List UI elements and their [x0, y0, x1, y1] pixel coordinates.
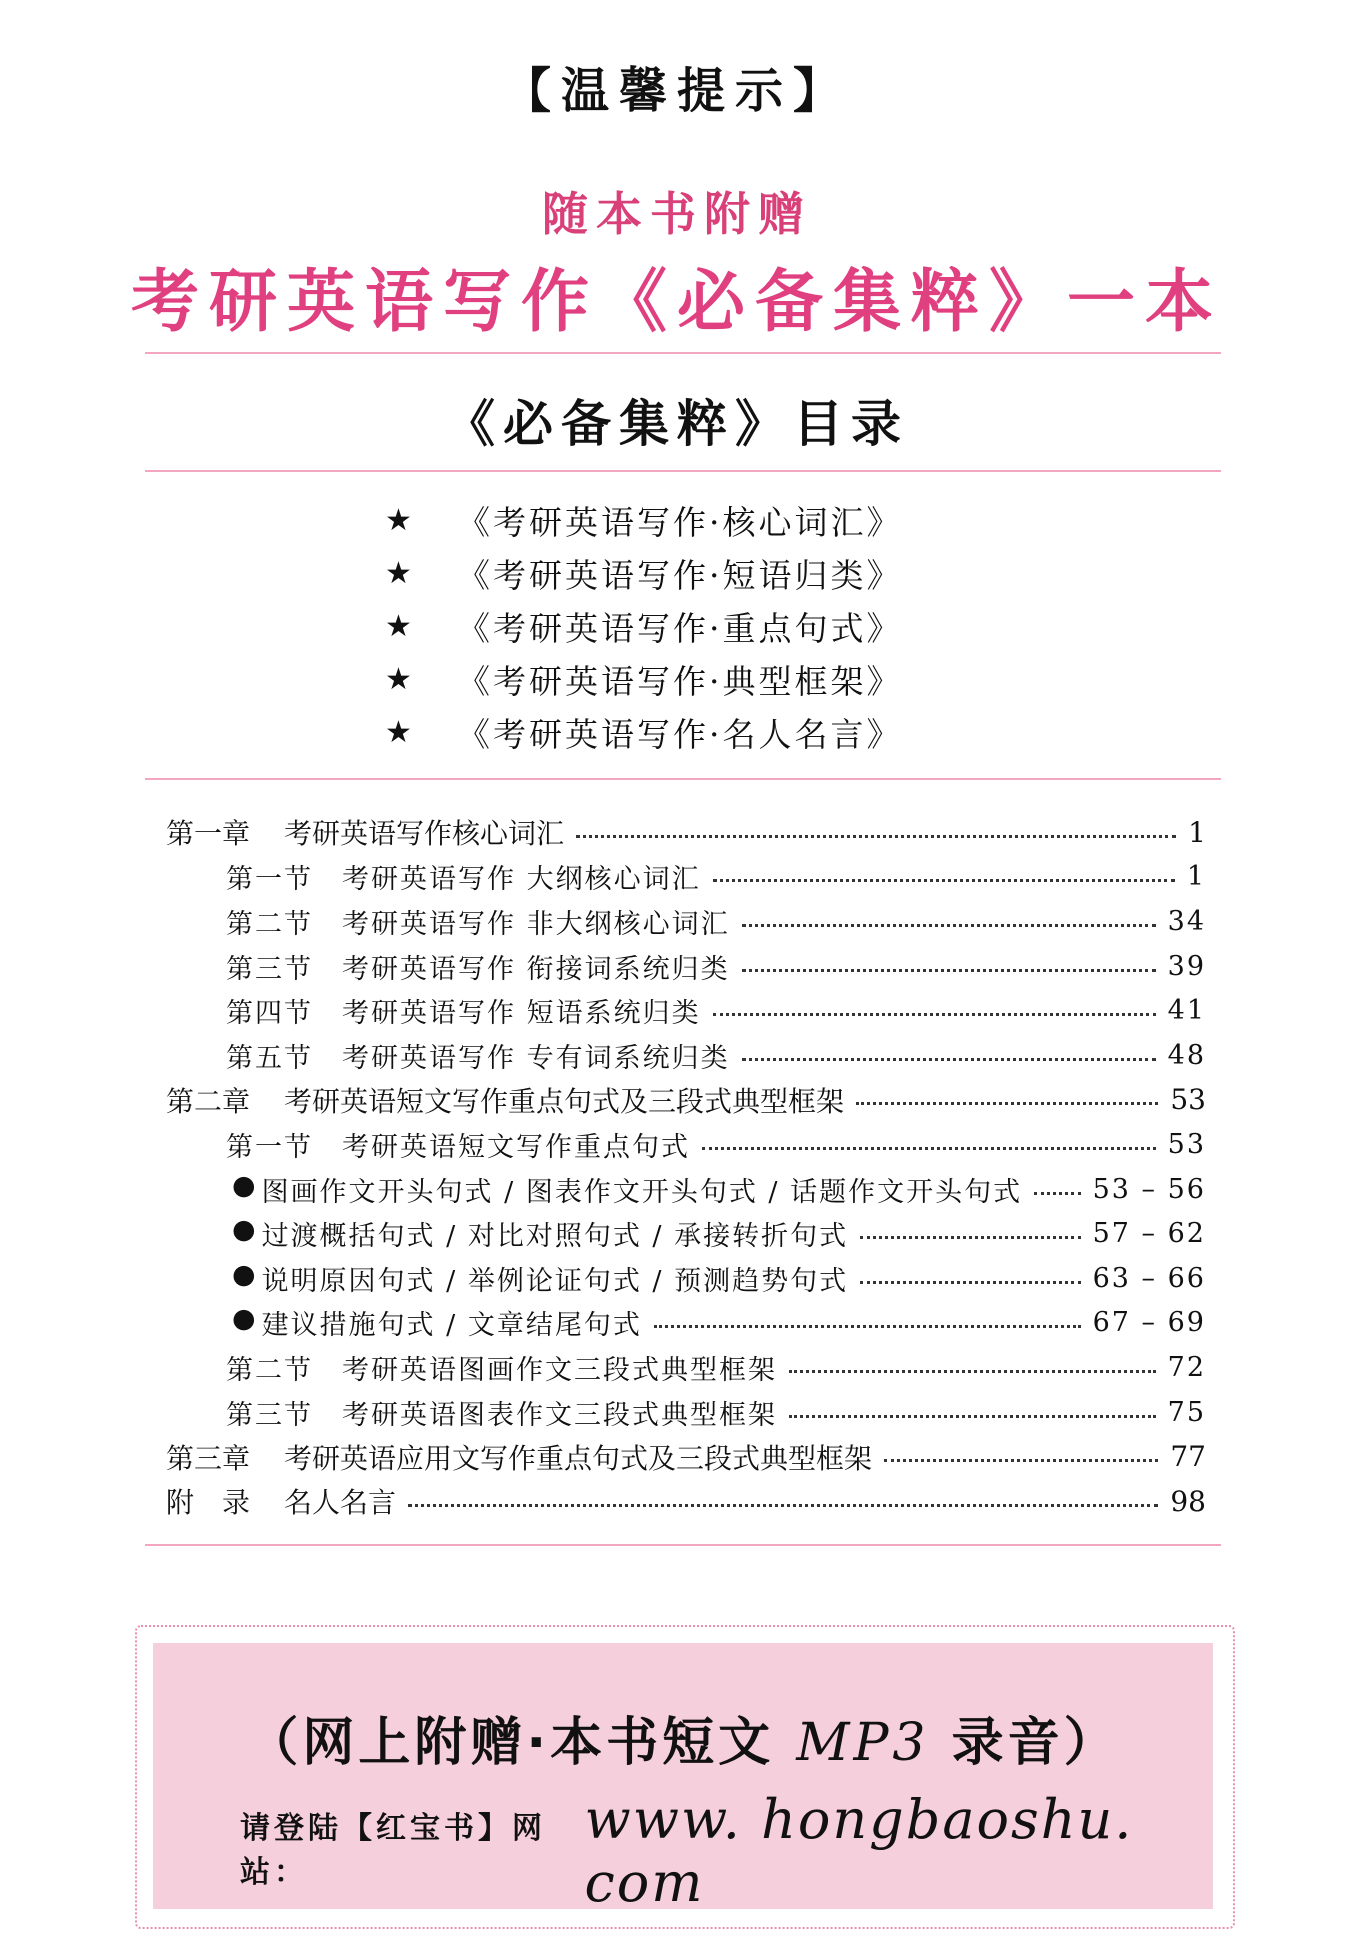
- bullet-icon: ●: [232, 1258, 258, 1290]
- dot-leader: [789, 1415, 1156, 1418]
- dot-leader: [742, 969, 1156, 972]
- dot-leader: [713, 879, 1175, 882]
- toc-title: 考研英语写作 专有词系统归类: [342, 1042, 730, 1074]
- toc-row: [166, 1301, 1206, 1346]
- toc-number: 第三章: [166, 1441, 251, 1475]
- parts-list: [385, 494, 1025, 759]
- toc-row: [166, 855, 1206, 900]
- toc-row: [166, 899, 1206, 944]
- toc-title: 考研英语图表作文三段式典型框架: [342, 1399, 777, 1431]
- dot-leader: [702, 1147, 1156, 1150]
- toc-page: 1: [1186, 861, 1206, 893]
- star-icon: ★: [385, 662, 415, 697]
- toc-number: 附 录: [166, 1486, 251, 1520]
- dot-leader: [408, 1504, 1158, 1507]
- toc-title: 名人名言: [284, 1486, 397, 1520]
- toc-row: [166, 1434, 1206, 1479]
- toc-row: [166, 1211, 1206, 1256]
- toc-number: 第五节: [226, 1042, 313, 1074]
- toc-page: 1: [1188, 815, 1206, 849]
- divider: [145, 778, 1221, 780]
- mp3-notice-open: （网上附赠·本书短文: [246, 1713, 797, 1773]
- star-icon: ★: [385, 715, 415, 750]
- toc-title: 《必备集粹》目录: [445, 394, 909, 453]
- website-url[interactable]: www. hongbaoshu. com: [584, 1788, 1134, 1914]
- book-title: 考研英语写作《必备集粹》一本: [130, 262, 1223, 342]
- dot-leader: [856, 1102, 1158, 1105]
- dot-leader: [713, 1013, 1156, 1016]
- toc-title: 考研英语写作 非大纲核心词汇: [342, 908, 730, 940]
- toc-row: [166, 810, 1206, 855]
- toc-title: 考研英语写作核心词汇: [284, 817, 565, 851]
- part-title: 《考研英语写作·核心词汇》: [457, 503, 903, 542]
- toc-row: [166, 1122, 1206, 1167]
- toc-number: 第三节: [226, 1399, 313, 1431]
- toc-page: 53: [1170, 1083, 1206, 1117]
- bullet-icon: ●: [232, 1303, 258, 1335]
- mp3-notice-close: 录音）: [929, 1713, 1120, 1773]
- toc-title: 考研英语短文写作重点句式: [342, 1131, 690, 1163]
- toc-title: 考研英语写作 大纲核心词汇: [342, 864, 701, 896]
- mp3-label: MP3: [796, 1713, 930, 1773]
- toc-number: 第二章: [166, 1084, 251, 1118]
- toc-page: 39: [1167, 950, 1206, 982]
- star-icon: ★: [385, 503, 415, 538]
- notice-heading: 【温馨提示】: [502, 63, 851, 119]
- list-item: [385, 494, 1025, 547]
- toc-row: [166, 944, 1206, 989]
- toc-title: 过渡概括句式 / 对比对照句式 / 承接转折句式: [261, 1221, 849, 1253]
- divider: [145, 470, 1221, 472]
- toc-title: 考研英语图画作文三段式典型框架: [342, 1354, 777, 1386]
- star-icon: ★: [385, 609, 415, 644]
- toc-page: 75: [1167, 1396, 1206, 1428]
- gift-line: 随本书附赠: [542, 187, 812, 241]
- star-icon: ★: [385, 556, 415, 591]
- toc-page: 53: [1167, 1128, 1206, 1160]
- toc-title: 考研英语应用文写作重点句式及三段式典型框架: [284, 1441, 873, 1475]
- part-title: 《考研英语写作·典型框架》: [457, 662, 903, 701]
- dot-leader: [860, 1281, 1081, 1284]
- dot-leader: [742, 924, 1156, 927]
- dot-leader: [884, 1459, 1158, 1462]
- list-item: [385, 653, 1025, 706]
- toc-page: 98: [1170, 1484, 1206, 1518]
- toc-row: [166, 1033, 1206, 1078]
- bullet-icon: ●: [232, 1214, 258, 1246]
- toc-title: 考研英语写作 短语系统归类: [342, 998, 701, 1030]
- toc-page: 34: [1167, 905, 1206, 937]
- toc-row: [166, 1078, 1206, 1123]
- toc-row: [166, 988, 1206, 1033]
- dot-leader: [1034, 1192, 1081, 1195]
- toc-row: [166, 1345, 1206, 1390]
- list-item: [385, 600, 1025, 653]
- divider: [145, 1544, 1221, 1546]
- toc-title: 图画作文开头句式 / 图表作文开头句式 / 话题作文开头句式: [261, 1176, 1023, 1208]
- toc-number: 第二节: [226, 908, 313, 940]
- toc-number: 第一节: [226, 864, 313, 896]
- toc-number: 第二节: [226, 1354, 313, 1386]
- list-item: [385, 547, 1025, 600]
- divider: [145, 352, 1221, 354]
- part-title: 《考研英语写作·短语归类》: [457, 556, 903, 595]
- toc-page: 72: [1167, 1351, 1206, 1383]
- part-title: 《考研英语写作·名人名言》: [457, 715, 903, 754]
- toc-number: 第一章: [166, 817, 251, 851]
- toc-number: 第四节: [226, 998, 313, 1030]
- toc-number: 第三节: [226, 953, 313, 985]
- dot-leader: [742, 1058, 1156, 1061]
- part-title: 《考研英语写作·重点句式》: [457, 609, 903, 648]
- toc-page: 53 – 56: [1092, 1173, 1206, 1205]
- toc-row: [166, 1167, 1206, 1212]
- toc-row: [166, 1390, 1206, 1435]
- toc-page: 77: [1170, 1440, 1206, 1474]
- dot-leader: [789, 1370, 1156, 1373]
- list-item: [385, 706, 1025, 759]
- toc-page: 48: [1167, 1039, 1206, 1071]
- toc-title: 说明原因句式 / 举例论证句式 / 预测趋势句式: [261, 1265, 849, 1297]
- mp3-notice: [153, 1700, 1213, 1775]
- website-line: [240, 1788, 1200, 1914]
- toc-title: 建议措施句式 / 文章结尾句式: [261, 1310, 642, 1342]
- toc-row: [166, 1256, 1206, 1301]
- toc-row: [166, 1479, 1206, 1524]
- dot-leader: [654, 1325, 1081, 1328]
- website-label: 请登陆【红宝书】网站：: [240, 1811, 546, 1890]
- toc-page: 41: [1167, 995, 1206, 1027]
- toc-page: 67 – 69: [1092, 1307, 1206, 1339]
- toc-title: 考研英语写作 衔接词系统归类: [342, 953, 730, 985]
- dot-leader: [860, 1236, 1081, 1239]
- toc-number: 第一节: [226, 1131, 313, 1163]
- toc-page: 57 – 62: [1092, 1218, 1206, 1250]
- toc-page: 63 – 66: [1092, 1262, 1206, 1294]
- table-of-contents: [166, 810, 1206, 1524]
- toc-title: 考研英语短文写作重点句式及三段式典型框架: [284, 1084, 845, 1118]
- bullet-icon: ●: [232, 1169, 258, 1201]
- dot-leader: [576, 835, 1176, 838]
